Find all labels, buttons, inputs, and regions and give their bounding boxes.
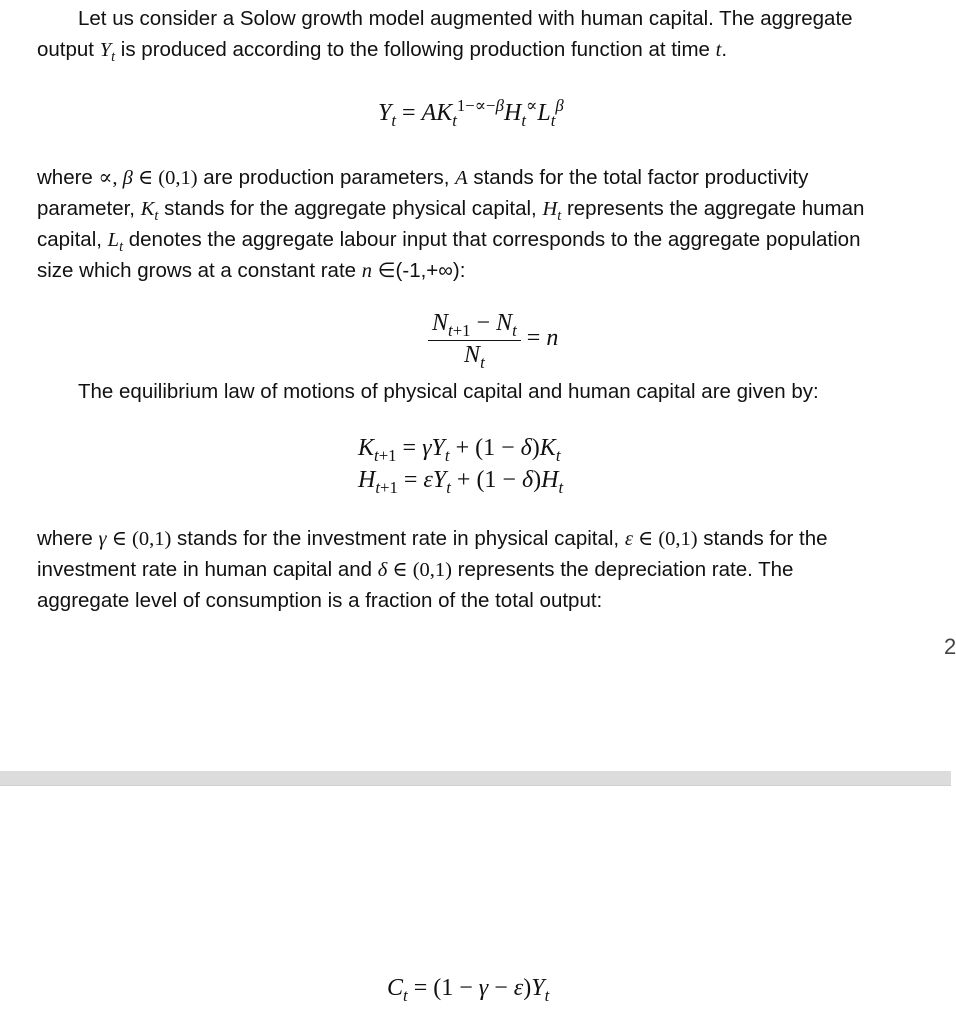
parameters-line-2: parameter, $K_t$ stands for the aggregate physical capital, $H_t$ represents the aggregate human	[37, 197, 865, 225]
p2-text-2a: parameter,	[37, 197, 141, 220]
p3-text-1a: where	[37, 527, 99, 550]
investment-line-3	[37, 585, 828, 616]
law-of-motion-intro	[78, 376, 819, 407]
population-growth-equation: $\frac{N_{t+1} - N_t}{N_t}$ = n	[428, 310, 558, 369]
intro-text-2c: .	[721, 38, 728, 61]
time-symbol: t	[715, 39, 722, 61]
p2-text-1a: where	[37, 166, 99, 189]
p2-text-3a: capital,	[37, 228, 108, 251]
parameters-paragraph	[37, 162, 864, 286]
p2-text-1c: stands for the total factor productivity	[467, 166, 809, 189]
intro-line-1	[37, 3, 853, 34]
p2-text-4a: size which grows at a constant rate	[37, 259, 362, 282]
physical-capital-equation: $K_{t+1} = \gamma Y_t + (1 - \delta)K_t$	[358, 435, 561, 465]
p3-text-2b: represents the depreciation rate. The	[451, 558, 794, 581]
human-capital-equation: $H_{t+1} = \varepsilon Y_t + (1 - \delta)H_t$	[358, 467, 564, 497]
truncated-page-number: 2	[944, 634, 956, 659]
investment-paragraph	[37, 523, 828, 616]
intro-text-2b: is produced according to the following production function at time	[115, 38, 716, 61]
p2-text-2b: stands for the aggregate physical capital,	[158, 197, 543, 220]
parameters-line-1: where ∝, β ∈ (0,1) are production parameters, A stands for the total factor productivity	[37, 166, 809, 189]
investment-line-2: investment rate in human capital and δ ∈ (0,1) represents the depreciation rate. The	[37, 558, 794, 581]
p3-text-2a: investment rate in human capital and	[37, 558, 378, 581]
page-break-divider	[0, 771, 951, 786]
population-growth-fraction: $\frac{N_{t+1} - N_t}{N_t}$	[428, 310, 521, 369]
intro-text-2a: output	[37, 38, 100, 61]
intro-text-1: Let us consider a Solow growth model augmented with human capital. The aggregate	[78, 7, 853, 30]
p2-text-1b: are production parameters,	[197, 166, 456, 189]
output-symbol: $Y_t$	[99, 39, 116, 66]
p2-text-2c: represents the aggregate human	[561, 197, 865, 220]
law-of-motion-text: The equilibrium law of motions of physical capital and human capital are given by:	[78, 380, 819, 403]
p2-text-4b: ∈(-1,+∞):	[377, 259, 466, 282]
consumption-equation: $C_t = (1 - \gamma - \varepsilon)Y_t$	[387, 975, 550, 1005]
p3-text-3: aggregate level of consumption is a fraction of the total output:	[37, 589, 603, 612]
intro-line-2	[37, 34, 853, 65]
production-function-equation: $Y_t = AK_t^{1-\propto-\beta}H_t^\propto L_t^\beta$	[378, 96, 564, 130]
p3-text-1c: stands for the	[697, 527, 828, 550]
p3-text-1b: stands for the investment rate in physical capital,	[171, 527, 625, 550]
law-of-motion-equations	[358, 432, 563, 496]
document-page-2	[0, 786, 951, 1024]
p2-text-3b: denotes the aggregate labour input that corresponds to the aggregate population	[123, 228, 861, 251]
parameters-line-4: size which grows at a constant rate n ∈(-1,+∞):	[37, 259, 466, 282]
intro-paragraph	[37, 3, 853, 65]
parameters-line-3: capital, $L_t$ denotes the aggregate labour input that corresponds to the aggregate population	[37, 228, 861, 256]
investment-line-1: where γ ∈ (0,1) stands for the investment rate in physical capital, ε ∈ (0,1) stands for the	[37, 527, 828, 550]
